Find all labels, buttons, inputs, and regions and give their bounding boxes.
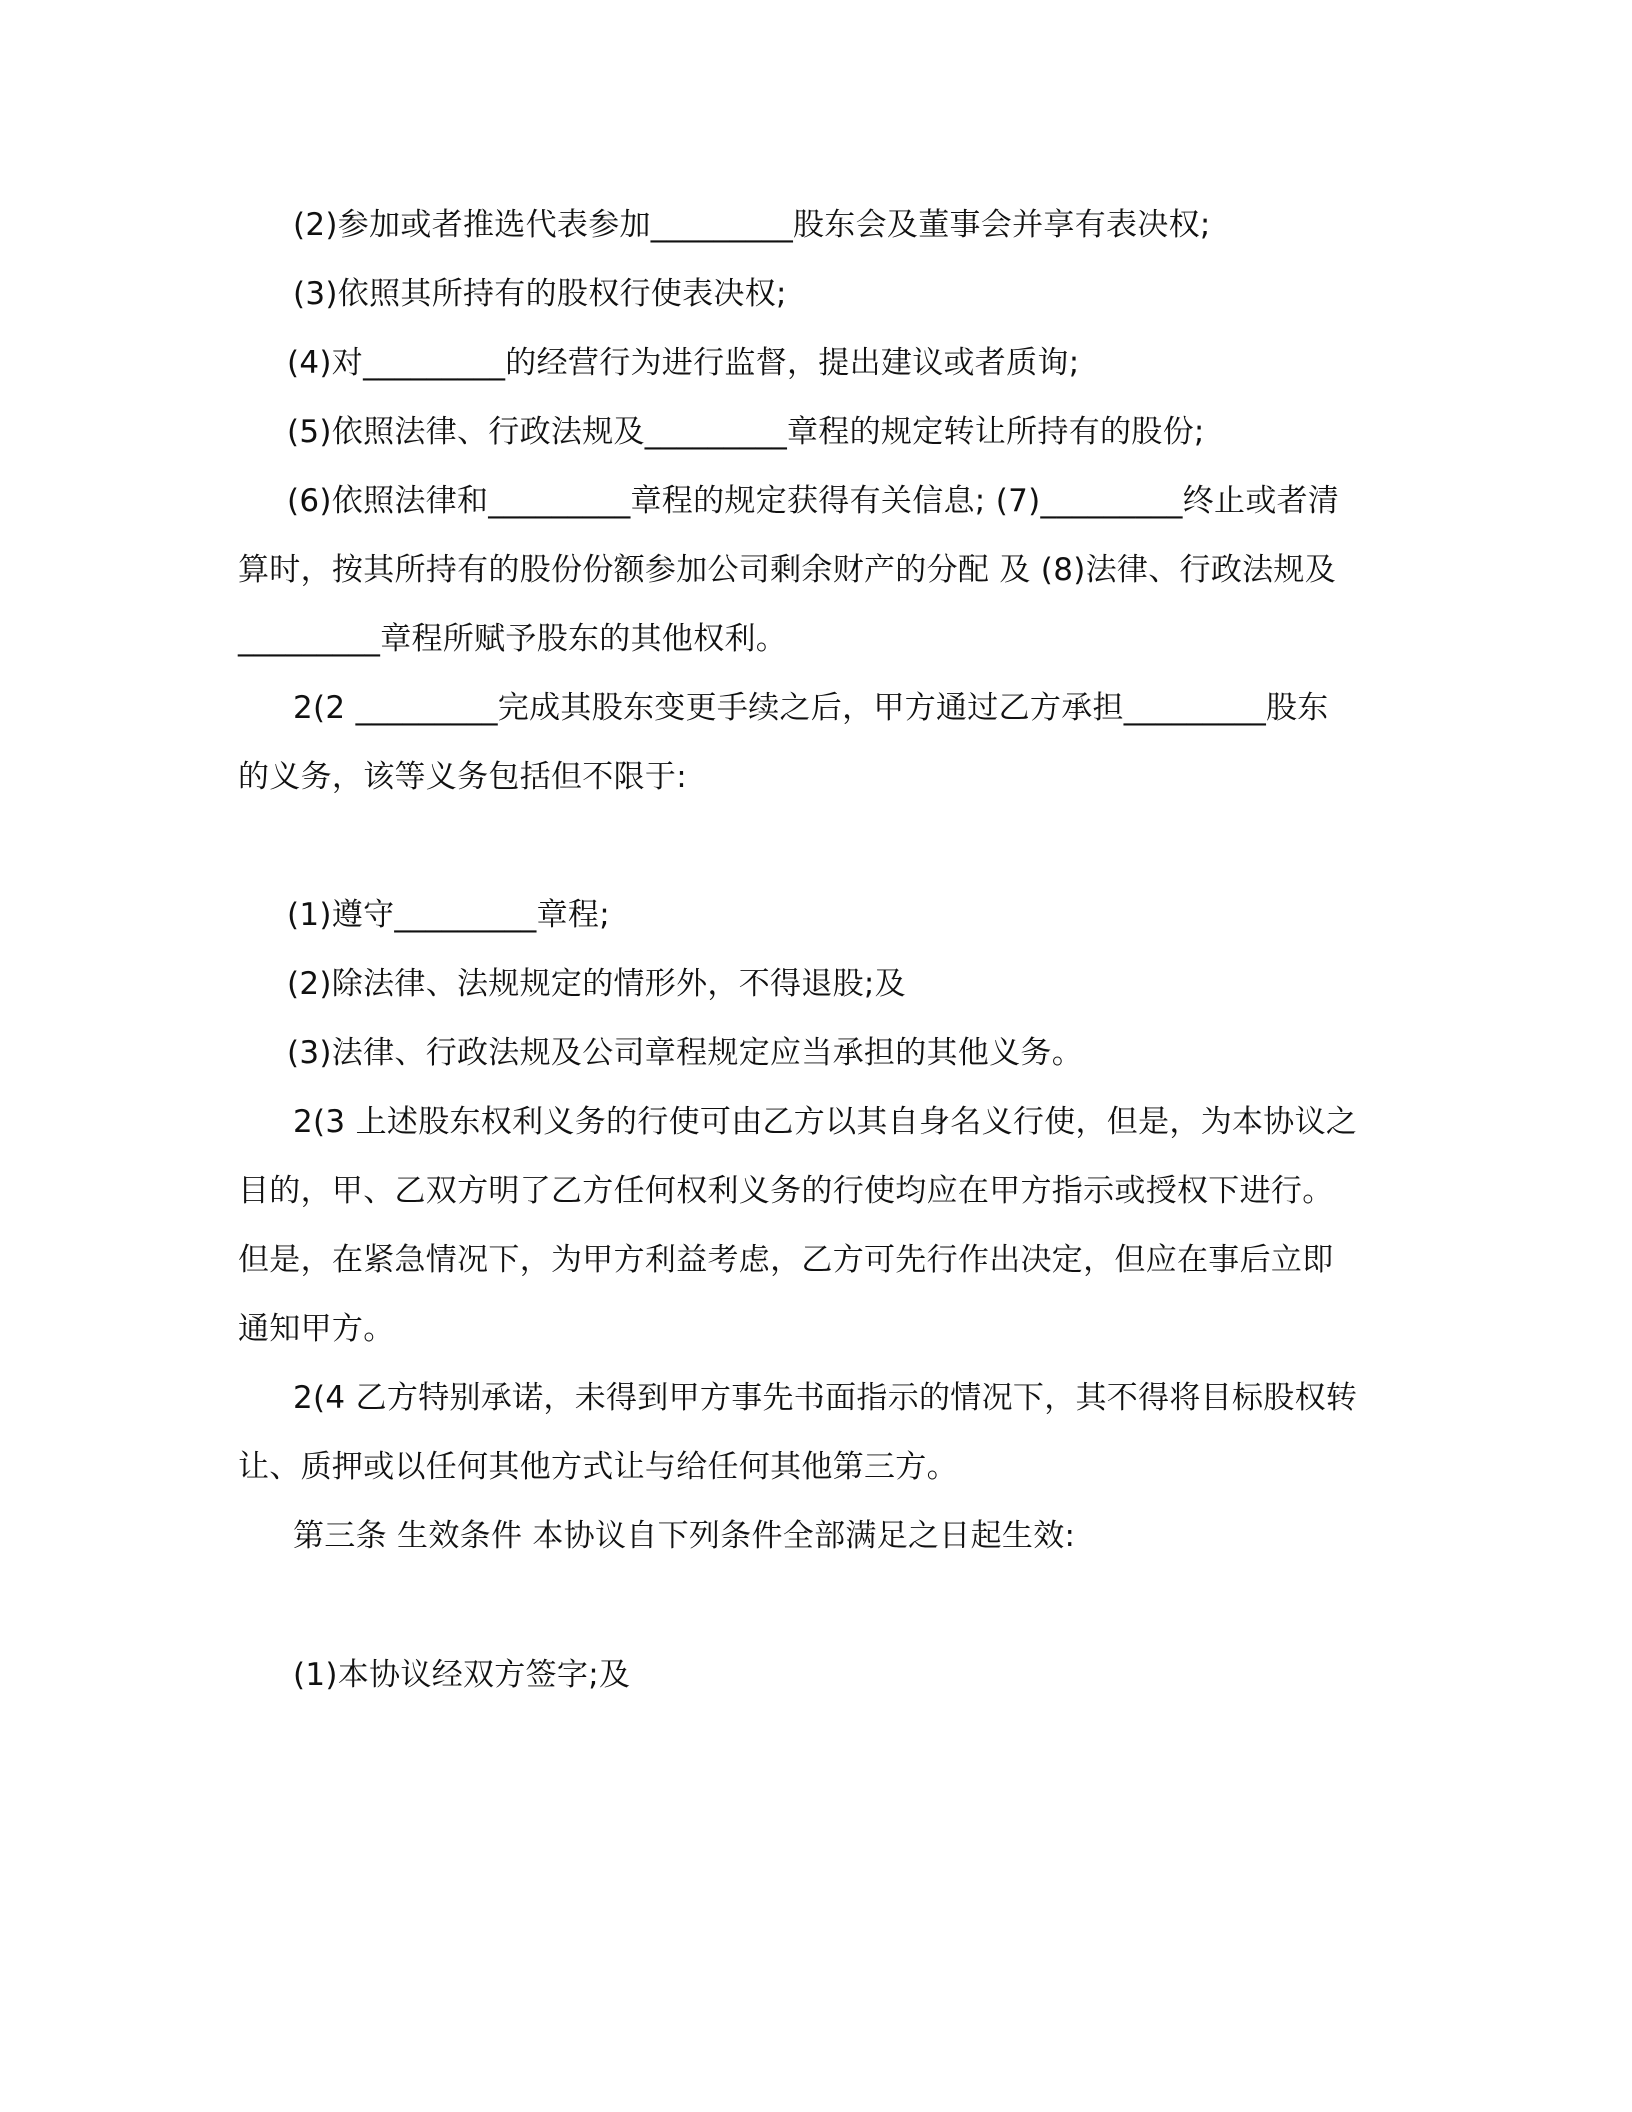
text-line: 目的，甲、乙双方明了乙方任何权利义务的行使均应在甲方指示或授权下进行。	[238, 1173, 1334, 1209]
text-line: _________章程所赋予股东的其他权利。	[238, 621, 788, 657]
text-line: (2)参加或者推选代表参加_________股东会及董事会并享有表决权;	[293, 207, 1211, 243]
text-line: (4)对_________的经营行为进行监督，提出建议或者质询;	[287, 345, 1080, 381]
text-line: 2(4 乙方特别承诺，未得到甲方事先书面指示的情况下，其不得将目标股权转	[293, 1380, 1358, 1416]
text-line: 通知甲方。	[238, 1311, 395, 1347]
text-line: 算时，按其所持有的股份份额参加公司剩余财产的分配 及 (8)法律、行政法规及	[238, 552, 1337, 588]
text-line: 但是，在紧急情况下，为甲方利益考虑，乙方可先行作出决定，但应在事后立即	[238, 1242, 1334, 1278]
text-line: 的义务，该等义务包括但不限于:	[238, 759, 687, 795]
text-line: (1)遵守_________章程;	[287, 897, 610, 933]
text-line: (5)依照法律、行政法规及_________章程的规定转让所持有的股份;	[287, 414, 1205, 450]
text-line: (3)法律、行政法规及公司章程规定应当承担的其他义务。	[287, 1035, 1084, 1071]
text-line: (2)除法律、法规规定的情形外，不得退股;及	[287, 966, 906, 1002]
text-line: 让、质押或以任何其他方式让与给任何其他第三方。	[238, 1449, 958, 1485]
text-line: 第三条 生效条件 本协议自下列条件全部满足之日起生效:	[293, 1518, 1076, 1554]
text-line: 2(2 _________完成其股东变更手续之后，甲方通过乙方承担_________股东	[293, 690, 1329, 726]
text-line: 2(3 上述股东权利义务的行使可由乙方以其自身名义行使，但是，为本协议之	[293, 1104, 1358, 1140]
text-line: (6)依照法律和_________章程的规定获得有关信息; (7)_________终止或者清	[287, 483, 1340, 519]
text-line: (1)本协议经双方签字;及	[293, 1657, 631, 1693]
text-line: (3)依照其所持有的股权行使表决权;	[293, 276, 787, 312]
